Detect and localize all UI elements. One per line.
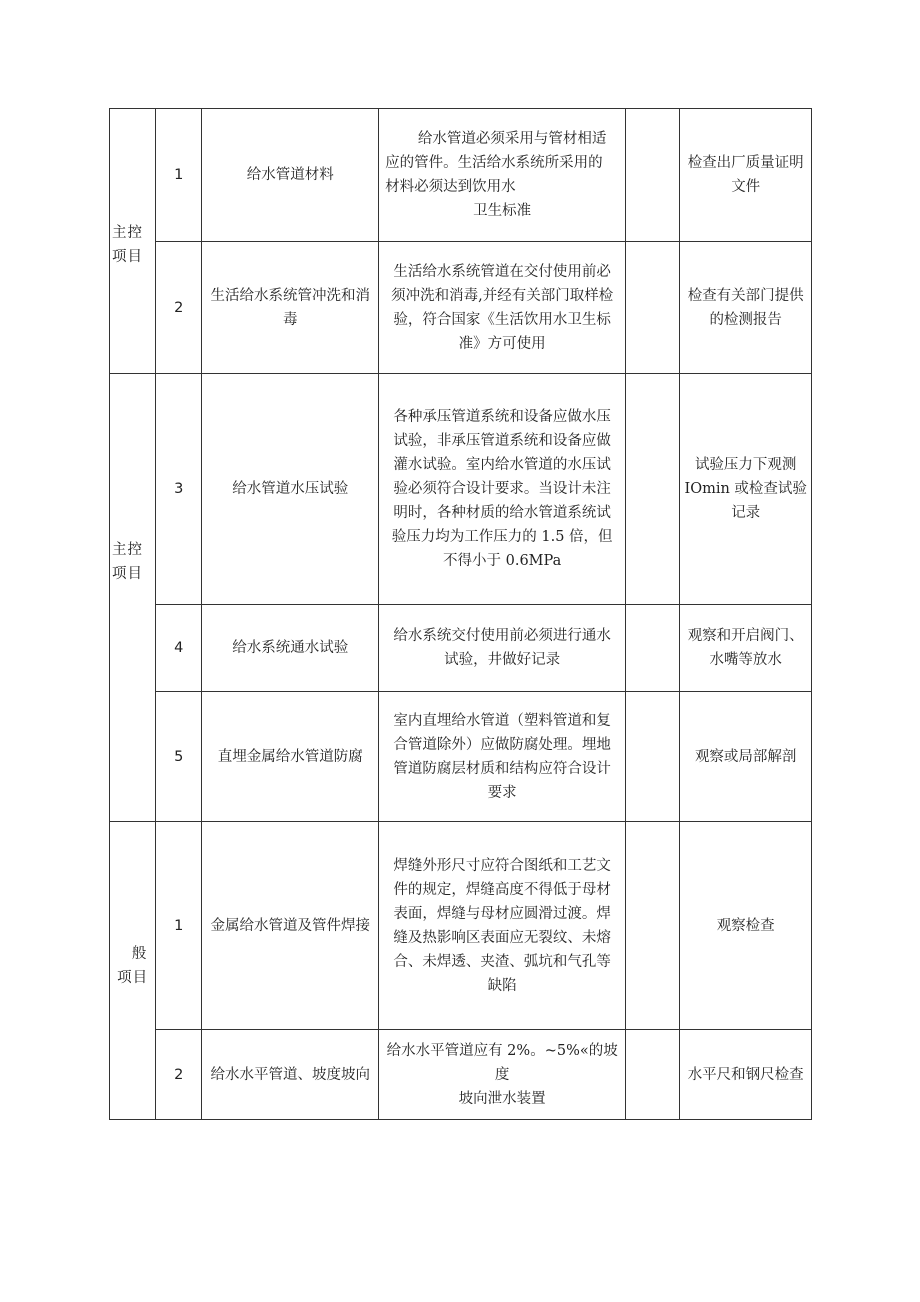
item-requirement: 生活给水系统管道在交付使用前必 须冲洗和消毒,并经有关部门取样检 验，符合国家《生活饮用水卫生标 准》方可使用 (379, 242, 626, 374)
item-method: 观察和开启阀门、 水嘴等放水 (680, 605, 812, 692)
blank-cell (626, 1030, 680, 1120)
table-row (110, 605, 812, 692)
table-row (110, 374, 812, 605)
category-cell (110, 109, 156, 374)
item-requirement: 室内直埋给水管道（塑料管道和复 合管道除外）应做防腐处理。埋地 管道防腐层材质和结构应符合设计 要求 (379, 692, 626, 822)
item-requirement: 焊缝外形尺寸应符合图纸和工艺文 件的规定，焊缝高度不得低于母材 表面，焊缝与母材应圆滑过渡。焊 缝及热影响区表面应无裂纹、未熔 合、未焊透、夹渣、弧坑和气孔等 缺陷 (379, 822, 626, 1030)
category-label: 般 (131, 945, 148, 962)
item-method: 观察或局部解剖 (680, 692, 812, 822)
item-name: 给水水平管道、坡度坡向 (202, 1030, 379, 1120)
blank-cell (626, 242, 680, 374)
item-method: 观察检查 (680, 822, 812, 1030)
item-method: 试验压力下观测 IOmin 或检查试验 记录 (680, 374, 812, 605)
item-name: 直埋金属给水管道防腐 (202, 692, 379, 822)
item-name: 给水管道材料 (202, 109, 379, 242)
category-label: 主控 (112, 225, 143, 241)
item-number: 5 (156, 692, 202, 822)
item-number: 3 (156, 374, 202, 605)
category-label: 项目 (117, 969, 149, 986)
blank-cell (626, 822, 680, 1030)
item-name: 生活给水系统管冲洗和消毒 (202, 242, 379, 374)
category-label: 主控 (112, 541, 143, 558)
item-number: 2 (156, 1030, 202, 1120)
item-name: 给水系统通水试验 (202, 605, 379, 692)
item-method: 检查有关部门提供 的检测报告 (680, 242, 812, 374)
item-number: 1 (156, 822, 202, 1030)
table-row (110, 109, 812, 242)
table-row (110, 1030, 812, 1120)
category-label: 项目 (112, 565, 143, 582)
item-method: 水平尺和钢尺检查 (680, 1030, 812, 1120)
item-requirement: 给水管道必须采用与管材相适 应的管件。生活给水系统所采用的 材料必须达到饮用水 卫生标准 (379, 109, 626, 242)
item-number: 2 (156, 242, 202, 374)
item-requirement: 各种承压管道系统和设备应做水压 试验，非承压管道系统和设备应做 灌水试验。室内给水管道的水压试 验必须符合设计要求。当设计未注 明时，各种材质的给水管道系统试 验压力均为工作压力的 1.5 倍，但 不得小于 0.6MPa (379, 374, 626, 605)
category-cell (110, 822, 156, 1120)
blank-cell (626, 109, 680, 242)
category-cell (110, 374, 156, 822)
category-label: 项目 (112, 249, 143, 265)
item-requirement: 给水系统交付使用前必须进行通水 试验，井做好记录 (379, 605, 626, 692)
table-row (110, 822, 812, 1030)
item-number: 1 (156, 109, 202, 242)
table-row (110, 242, 812, 374)
table-row (110, 692, 812, 822)
blank-cell (626, 692, 680, 822)
item-requirement: 给水水平管道应有 2%。~5%«的坡度 坡向泄水装置 (379, 1030, 626, 1120)
inspection-table (109, 108, 812, 1120)
item-method: 检查出厂质量证明 文件 (680, 109, 812, 242)
item-name: 金属给水管道及管件焊接 (202, 822, 379, 1030)
item-number: 4 (156, 605, 202, 692)
item-name: 给水管道水压试验 (202, 374, 379, 605)
blank-cell (626, 374, 680, 605)
blank-cell (626, 605, 680, 692)
